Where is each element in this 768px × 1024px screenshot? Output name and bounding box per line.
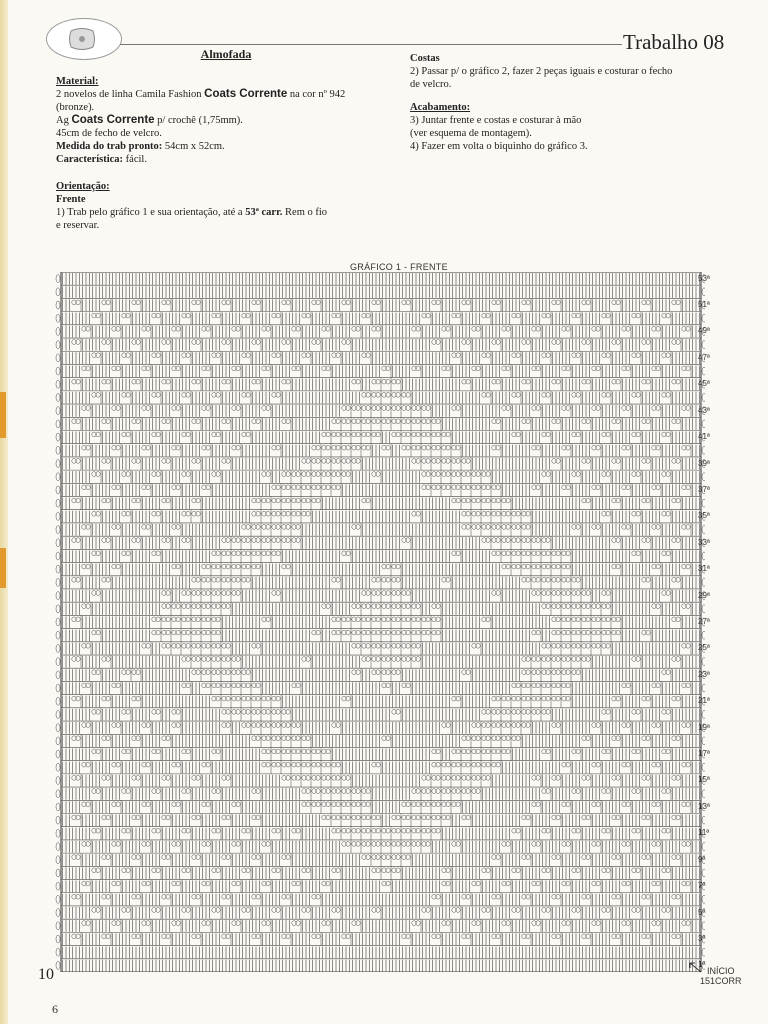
row-label: 51ª (698, 300, 710, 310)
material-line: Ag Coats Corrente p/ crochê (1,75mm). (56, 114, 243, 126)
header-rule (120, 44, 622, 45)
row-label: 5ª (698, 907, 706, 917)
row-label: 23ª (698, 669, 710, 679)
crochet-chart-grid (55, 272, 705, 972)
difficulty-line: Característica: fácil. (56, 154, 147, 165)
chart-title: GRÁFICO 1 - FRENTE (350, 262, 448, 272)
page-number: 10 (38, 966, 54, 983)
back-step: 2) Passar p/ o gráfico 2, fazer 2 peças iguais e costurar o fecho (410, 66, 673, 77)
row-label: 27ª (698, 617, 710, 626)
back-heading: Costas (410, 53, 440, 64)
footer-number: 6 (52, 1002, 58, 1016)
row-label: 13ª (698, 801, 710, 811)
row-label: 7ª (698, 881, 706, 891)
row-label: 49ª (698, 326, 710, 336)
row-label: 3ª (698, 933, 706, 943)
material-line: 45cm de fecho de velcro. (56, 128, 162, 139)
row-label: 29ª (698, 590, 710, 600)
work-name: Almofada (200, 47, 252, 61)
front-step: e reservar. (56, 220, 100, 231)
instructions-right (410, 52, 730, 153)
row-label: 43ª (698, 405, 710, 415)
material-line: 2 novelos de linha Camila Fashion Coats Corrente na cor nº 942 (56, 88, 346, 100)
material-line: (bronze). (56, 102, 95, 113)
finishing-step: (ver esquema de montagem). (410, 128, 532, 139)
row-label: 21ª (698, 696, 710, 706)
page-title: Trabalho 08 (623, 30, 725, 54)
crochet-chart (55, 272, 705, 972)
row-label: 45ª (698, 379, 710, 389)
row-label: 33ª (698, 537, 710, 547)
row-label: 25ª (698, 643, 710, 653)
row-label: 41ª (698, 432, 710, 442)
start-label: INÍCIO (707, 966, 735, 976)
row-label: 53ª (698, 273, 710, 283)
front-heading: Frente (56, 194, 86, 205)
back-step: de velcro. (410, 79, 452, 90)
start-chain: 151CORR (700, 976, 742, 986)
row-label: 9ª (698, 854, 706, 864)
row-label: 17ª (698, 749, 710, 759)
row-label: 37ª (698, 484, 710, 494)
row-label: 1ª (698, 960, 706, 970)
row-label: 31ª (698, 564, 710, 574)
row-label: 39ª (698, 458, 710, 468)
material-heading: Material: (56, 76, 99, 87)
row-label: 11ª (698, 828, 710, 838)
measure-line: Medida do trab pronto: 54cm x 52cm. (56, 141, 225, 152)
finishing-heading: Acabamento: (410, 102, 471, 113)
chart-start-label (700, 966, 742, 986)
finishing-step: 3) Juntar frente e costas e costurar à mão (410, 115, 582, 126)
edge-tab-marker (0, 548, 6, 588)
row-label: 47ª (698, 352, 710, 362)
orientation-heading: Orientação: (56, 181, 110, 192)
row-label: 15ª (698, 775, 710, 785)
instructions-left (56, 48, 386, 232)
finishing-step: 4) Fazer em volta o biquinho do gráfico 3. (410, 141, 588, 152)
page-edge-strip (0, 0, 8, 1024)
row-label: 19ª (698, 722, 710, 732)
edge-tab-marker (0, 392, 6, 438)
front-step: 1) Trab pelo gráfico 1 e sua orientação, até a 53ª carr. Rem o fio (56, 207, 328, 218)
row-label: 35ª (698, 511, 710, 521)
